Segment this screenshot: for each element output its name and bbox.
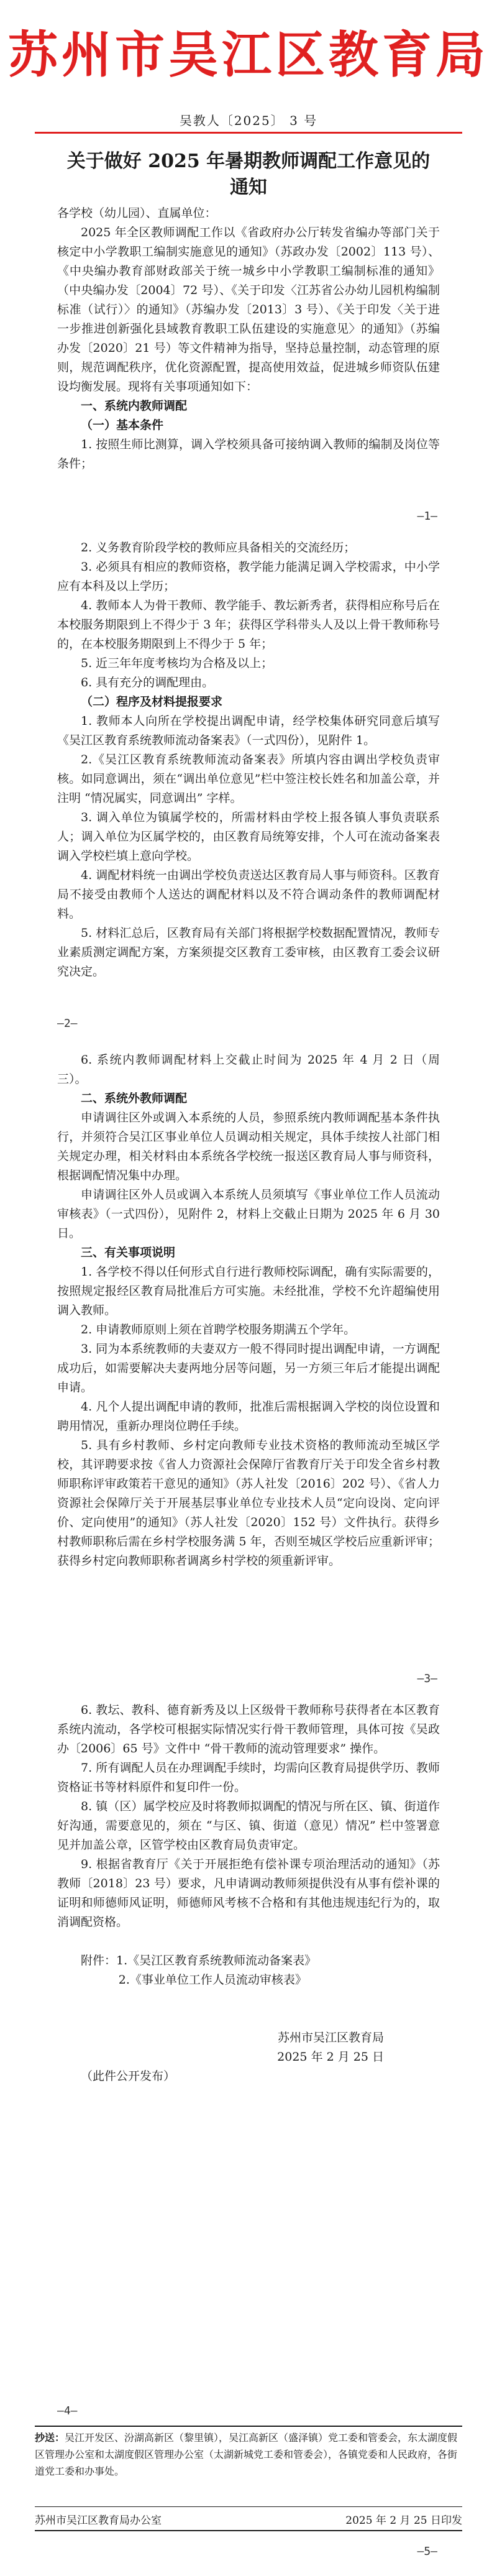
note-7: 7. 所有调配人员在办理调配手续时，均需向区教育局提供学历、教师资格证书等材料原件和复印件一份。: [57, 1761, 440, 1794]
body-page-3: [57, 1051, 440, 1571]
section-1a-heading: （一）基本条件: [81, 418, 164, 432]
page-number-1: —1—: [417, 510, 437, 523]
cc-block: [35, 2429, 462, 2480]
note-2: 2. 申请教师原则上须在首聘学校服务期满五个学年。: [81, 1323, 356, 1336]
signature-date: 2025 年 2 月 25 日: [277, 2050, 384, 2064]
print-date: 2025 年 2 月 25 日印发: [345, 2514, 462, 2527]
page-number-4: —4—: [57, 2404, 78, 2417]
cc-text: 吴江开发区、汾湖高新区（黎里镇），吴江高新区（盛泽镇）党工委和管委会，东太湖度假区管理办公室和太湖度假区管理办公室（太湖新城党工委和管委会），各镇党委和人民政府，各街道党工委和办事处。: [35, 2432, 458, 2477]
section-2-heading: 二、系统外教师调配: [81, 1092, 188, 1105]
section-1b-heading: （二）程序及材料提报要求: [81, 695, 223, 709]
body-page-2: [57, 538, 440, 982]
note-8: 8. 镇（区）属学校应及时将教师拟调配的情况与所在区、镇、街道作好沟通，需要意见的，须在 “与区、镇、街道（意见）情况” 栏中签署意见并加盖公章，区管学校由区教育局负责审定。: [57, 1800, 440, 1852]
section-2-paragraph-1: 申请调往区外或调入本系统的人员，参照系统内教师调配基本条件执行，并须符合吴江区事业单位人员调动相关规定，具体手续按人社部门相关规定办理，相关材料由本系统各学校统一报送区教育局人事与师资科，根据调配情况集中办理。: [57, 1111, 440, 1182]
procedure-2: 2.《吴江区教育系统教师流动备案表》所填内容由调出学校负责审核。如同意调出，须在“调出单位意见”栏中签注校长姓名和加盖公章，并注明 “情况属实，同意调出” 字样。: [57, 753, 440, 805]
condition-2: 2. 义务教育阶段学校的教师应具备相关的交流经历；: [81, 541, 356, 554]
procedure-3: 3. 调入单位为镇属学校的，所需材料由学校上报各镇人事负责联系人；调入单位为区属学校的，由区教育局统筹安排，个人可在流动备案表调入学校栏填上意向学校。: [57, 811, 440, 863]
note-6: 6. 教坛、教科、德育新秀及以上区级骨干教师称号获得者在本区教育系统内流动，各学校可根据实际情况实行骨干教师管理，具体可按《吴政办〔2006〕65 号》文件中 “骨干教师的流动管理要求” 操作。: [57, 1703, 440, 1755]
document-title-line2: 通知: [230, 177, 267, 198]
issuer-header: 苏州市吴江区教育局: [8, 25, 489, 84]
attachment-1-title: 《吴江区教育系统教师流动备案表》: [127, 1954, 317, 1967]
procedure-1: 1. 教师本人向所在学校提出调配申请，经学校集体研究同意后填写《吴江区教育系统教师流动备案表》（一式四份），见附件 1。: [57, 714, 440, 747]
document-number: 吴教人〔2025〕 3 号: [179, 113, 318, 128]
body-page-4: [57, 1701, 440, 2086]
section-2-paragraph-2: 申请调往区外人员或调入本系统人员须填写《事业单位工作人员流动审核表》（一式四份），见附件 2，材料上交截止日期为 2025 年 6 月 30 日。: [57, 1188, 440, 1240]
note-1: 1. 各学校不得以任何形式自行进行教师校际调配，确有实际需要的，按照规定报经区教育局批准后方可实施。未经批准，学校不允许超编使用调入教师。: [57, 1265, 440, 1317]
cc-label: 抄送：: [35, 2432, 65, 2444]
condition-1: 1. 按照生师比测算，调入学校须具备可接纳调入教师的编制及岗位等条件；: [57, 438, 440, 471]
signature-org: 苏州市吴江区教育局: [277, 2031, 384, 2045]
attachment-label: 附件：1.: [81, 1954, 128, 1967]
note-5: 5. 具有乡村教师、乡村定向教师专业技术资格的教师流动至城区学校，其评聘要求按《省人力资源社会保障厅省教育厅关于印发全省乡村教师职称评审政策若干意见的通知》（苏人社发〔2016〕202 号）、《省人力资源社会保障厅关于开展基层事业单位专业技术人员“定向设岗、定向评价、定向使用”的通知》（苏人社发〔2020〕152 号）文件执行。获得乡村教师职称后需在乡村学校服务满 5 年，否则至城区学校后应重新评审；获得乡村定向教师职称者调离乡村学校的须重新评审。: [57, 1438, 440, 1568]
note-9: 9. 根据省教育厅《关于开展拒绝有偿补课专项治理活动的通知》（苏教师〔2018〕23 号）要求，凡申请调动教师须提供没有从事有偿补课的证明和师德师风证明，师德师风考核不合格和有其他违规违纪行为的，取消调配资格。: [57, 1857, 440, 1929]
procedure-6: 6. 系统内教师调配材料上交截止时间为 2025 年 4 月 2 日（周三）。: [57, 1053, 440, 1086]
publication-note: （此件公开发布）: [81, 2069, 176, 2083]
document-title-line1: 关于做好 2025 年暑期教师调配工作意见的: [66, 150, 431, 172]
page-number-3: —3—: [417, 1672, 437, 1685]
attachment-2: 2.《事业单位工作人员流动审核表》: [118, 1973, 307, 1987]
condition-6: 6. 具有充分的调配理由。: [81, 676, 214, 689]
body-page-1: [57, 204, 440, 474]
red-separator-line: [35, 132, 462, 134]
note-4: 4. 凡个人提出调配申请的教师，批准后需根据调入学校的岗位设置和聘用情况，重新办理岗位聘任手续。: [57, 1400, 440, 1433]
condition-4: 4. 教师本人为骨干教师、教学能手、教坛新秀者，获得相应称号后在本校服务期限到上不得少于 3 年；获得区学科带头人及以上骨干教师称号的，在本校服务期限到上不得少于 5 年；: [57, 599, 440, 651]
condition-3: 3. 必须具有相应的教师资格，教学能力能满足调入学校需求，中小学应有本科及以上学历；: [57, 560, 440, 593]
footer-top-rule: [35, 2426, 462, 2427]
print-office: 苏州市吴江区教育局办公室: [35, 2514, 162, 2527]
procedure-4: 4. 调配材料统一由调出学校负责送达区教育局人事与师资科。区教育局不接受由教师个人送达的调配材料以及不符合调动条件的教师调配材料。: [57, 868, 440, 921]
condition-5: 5. 近三年年度考核均为合格及以上；: [81, 656, 273, 670]
section-1-heading: 一、系统内教师调配: [81, 399, 188, 413]
note-3: 3. 同为本系统教师的夫妻双方一般不得同时提出调配申请，一方调配成功后，如需要解决夫妻两地分居等问题，另一方须三年后才能提出调配申请。: [57, 1342, 440, 1394]
page-number-2: —2—: [57, 1017, 78, 1030]
attachment-1: [57, 1951, 440, 1971]
page-number-5: —5—: [417, 2545, 437, 2558]
footer-middle-rule: [35, 2506, 462, 2507]
procedure-5: 5. 材料汇总后，区教育局有关部门将根据学校数据配置情况，教师专业素质测定调配方案，方案须提交区教育工委审核，由区教育工委会议研究决定。: [57, 926, 440, 978]
intro-paragraph: 2025 年全区教师调配工作以《省政府办公厅转发省编办等部门关于核定中小学教职工编制实施意见的通知》（苏政办发〔2002〕113 号）、《中央编办教育部财政部关于统一城乡中小学教职工编制标准的通知》（中央编办发〔2004〕72 号）、《关于印发〈江苏省公办幼儿园机构编制标准（试行）〉的通知》（苏编办发〔2013〕3 号）、《关于印发〈关于进一步推进创新强化县域教育教职工队伍建设的实施意见〉的通知》（苏编办发〔2020〕21 号）等文件精神为指导，坚持总量控制，动态管理的原则，规范调配秩序，优化资源配置，提高使用效益，促进城乡师资队伍建设均衡发展。现将有关事项通知如下：: [57, 226, 440, 393]
salutation: 各学校（幼儿园）、直属单位：: [57, 206, 217, 220]
section-3-heading: 三、有关事项说明: [81, 1246, 176, 1259]
footer-bottom-rule: [35, 2530, 462, 2531]
